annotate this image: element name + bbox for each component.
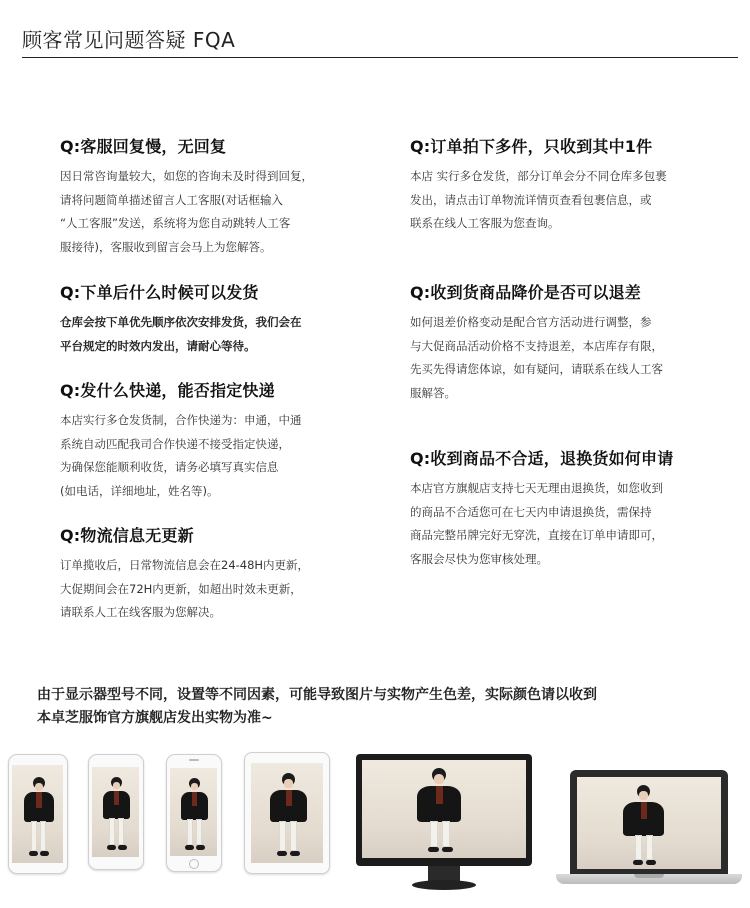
faq-answer	[60, 409, 360, 503]
faq-answer	[410, 311, 710, 405]
phone-icon	[166, 754, 222, 872]
faq-answer-line: 平台规定的时效内发出，请耐心等待。	[60, 338, 256, 353]
faq-answer-line: 服解答。	[410, 385, 456, 400]
color-difference-notice	[37, 684, 737, 730]
faq-answer-line: 系统自动匹配我司合作快递不接受指定快递，	[60, 436, 290, 451]
faq-answer-line: 客服会尽快为您审核处理。	[410, 551, 548, 566]
phone-icon	[8, 754, 68, 874]
faq-question: Q:物流信息无更新	[60, 526, 194, 545]
faq-item-courier	[60, 378, 360, 503]
phone-icon	[88, 754, 144, 870]
faq-answer-line: 与大促商品活动价格不支持退差，本店库存有限，	[410, 338, 663, 353]
faq-question: Q:收到商品不合适，退换货如何申请	[410, 449, 674, 468]
faq-answer-line: 本店官方旗舰店支持七天无理由退换货，如您收到	[410, 481, 663, 495]
faq-answer-line: 请将问题简单描述留言人工客服(对话框输入	[60, 192, 283, 207]
faq-question: Q:下单后什么时候可以发货	[60, 283, 259, 302]
faq-item-returns	[410, 446, 710, 571]
notice-line: 由于显示器型号不同，设置等不同因素，可能导致图片与实物产生色差，实际颜色请以收到	[37, 687, 597, 703]
faq-answer	[410, 165, 710, 236]
notice-line: 本卓芝服饰官方旗舰店发出实物为准~	[37, 710, 273, 726]
faq-answer-line: 如何退差价格变动是配合官方活动进行调整，参	[410, 315, 652, 329]
product-photo	[92, 767, 139, 857]
faq-answer-line: (如电话，详细地址，姓名等)。	[60, 483, 219, 498]
faq-item-partial-delivery	[410, 134, 710, 236]
faq-answer-line: 服接待)，客服收到留言会马上为您解答。	[60, 239, 272, 254]
faq-answer-line: 商品完整吊牌完好无穿洗，直接在订单申请即可，	[410, 528, 663, 542]
faq-answer-line: 请联系人工在线客服为您解决。	[60, 605, 221, 619]
product-photo	[170, 768, 217, 856]
faq-answer-line: 大促期间会在72H内更新，如超出时效未更新，	[60, 581, 302, 596]
faq-answer-line: 本店实行多仓发货制，合作快递为：申通，中通	[60, 413, 302, 427]
faq-question: Q:发什么快递，能否指定快递	[60, 381, 275, 400]
faq-item-price-drop	[410, 280, 710, 405]
page-title: 顾客常见问题答疑 FQA	[22, 28, 236, 52]
device-showcase	[0, 748, 750, 898]
faq-answer-line: 本店 实行多仓发货，部分订单会分不同仓库多包裹	[410, 169, 667, 183]
faq-item-reply-slow	[60, 134, 360, 259]
faq-answer	[60, 311, 360, 358]
faq-question: Q:订单拍下多件，只收到其中1件	[410, 137, 653, 156]
faq-answer-line: 为确保您能顺利收货，请务必填写真实信息	[60, 460, 279, 474]
faq-answer-line: 联系在线人工客服为您查询。	[410, 216, 560, 230]
faq-answer-line: 的商品不合适您可在七天内申请退换货，需保持	[410, 504, 652, 519]
faq-answer-line: “人工客服”发送，系统将为您自动跳转人工客	[60, 216, 291, 230]
faq-question: Q:收到货商品降价是否可以退差	[410, 283, 642, 302]
monitor-icon	[356, 754, 532, 894]
faq-item-shipping-time	[60, 280, 360, 358]
faq-answer-line: 仓库会按下单优先顺序依次安排发货，我们会在	[60, 315, 302, 329]
laptop-icon	[556, 770, 742, 890]
tablet-icon	[244, 752, 330, 874]
faq-answer-line: 因日常咨询量较大，如您的咨询未及时得到回复，	[60, 169, 313, 183]
faq-item-logistics	[60, 523, 360, 625]
faq-question: Q:客服回复慢，无回复	[60, 137, 227, 156]
faq-answer	[60, 165, 360, 259]
product-photo	[362, 760, 526, 858]
faq-answer-line: 发出，请点击订单物流详情页查看包裹信息，或	[410, 192, 652, 207]
faq-answer-line: 订单揽收后，日常物流信息会在24-48H内更新，	[60, 558, 310, 572]
faq-answer	[410, 477, 710, 571]
faq-answer-line: 先买先得请您体谅，如有疑问，请联系在线人工客	[410, 362, 663, 376]
product-photo	[12, 765, 63, 863]
product-photo	[251, 763, 323, 863]
product-photo	[577, 777, 721, 869]
page-header	[22, 22, 738, 58]
faq-answer	[60, 554, 360, 625]
